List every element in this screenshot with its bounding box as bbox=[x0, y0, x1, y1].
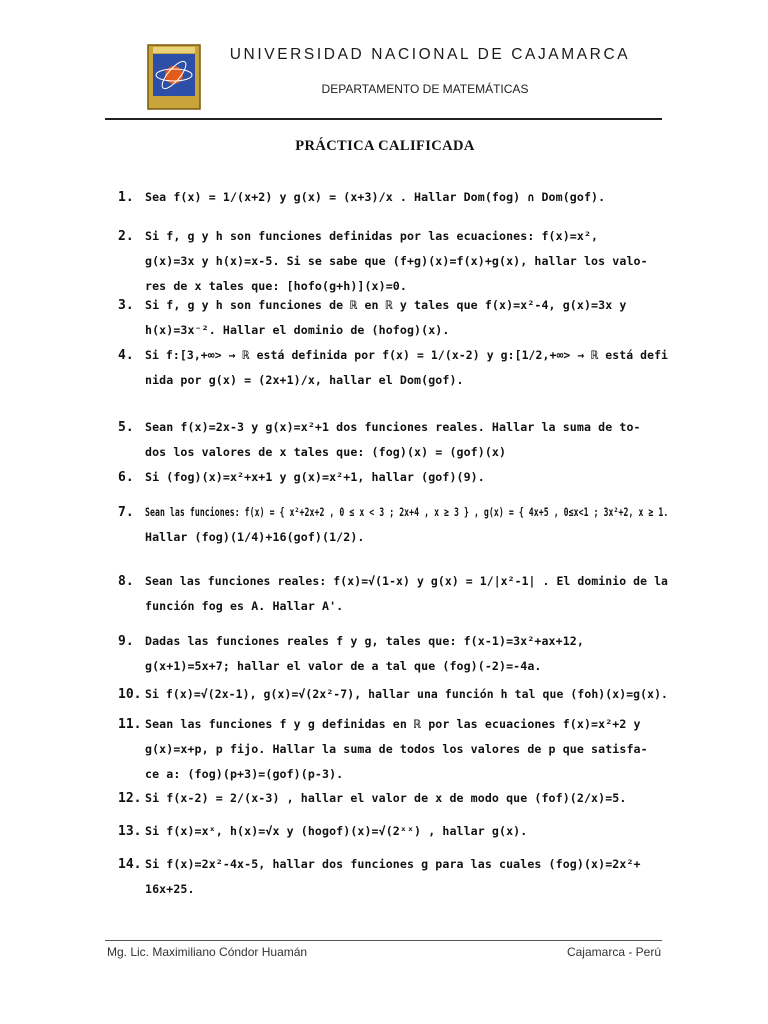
problem-text-line: Si f(x-2) = 2/(x-3) , hallar el valor de x de modo que (fof)(2/x)=5. bbox=[145, 791, 627, 805]
problem-number: 5. bbox=[118, 420, 134, 435]
problem-text-line: función fog es A. Hallar A'. bbox=[145, 599, 344, 613]
problem-text-line: g(x)=3x y h(x)=x-5. Si se sabe que (f+g)(x)=f(x)+g(x), hallar los valo- bbox=[145, 254, 648, 268]
department-name: DEPARTAMENTO DE MATEMÁTICAS bbox=[321, 82, 529, 96]
problem-text-line: g(x+1)=5x+7; hallar el valor de a tal que (fog)(-2)=-4a. bbox=[145, 659, 542, 673]
problem-text-line: Hallar (fog)(1/4)+16(gof)(1/2). bbox=[145, 530, 365, 544]
problem-number: 4. bbox=[118, 348, 134, 363]
problem-text-line: dos los valores de x tales que: (fog)(x) = (gof)(x) bbox=[145, 445, 507, 459]
problem-text-line: Sean f(x)=2x-3 y g(x)=x²+1 dos funciones reales. Hallar la suma de to- bbox=[145, 420, 641, 434]
problem-text-line: Si f:[3,+∞> → ℝ está definida por f(x) = 1/(x-2) y g:[1/2,+∞> → ℝ está defi bbox=[145, 348, 669, 362]
problem-text-line: Sea f(x) = 1/(x+2) y g(x) = (x+3)/x . Hallar Dom(fog) ∩ Dom(gof). bbox=[145, 190, 606, 204]
problem-text-line: h(x)=3x⁻². Hallar el dominio de (hofog)(x). bbox=[145, 323, 450, 337]
problem-number: 10. bbox=[118, 687, 142, 702]
problem-number: 3. bbox=[118, 298, 134, 313]
problem-number: 11. bbox=[118, 717, 142, 732]
problem-number: 7. bbox=[118, 505, 134, 520]
footer-place: Cajamarca - Perú bbox=[566, 945, 661, 959]
problem-number: 14. bbox=[118, 857, 142, 872]
problem-text-line: 16x+25. bbox=[145, 882, 195, 896]
footer-divider bbox=[105, 940, 662, 941]
problem-text-line: ce a: (fog)(p+3)=(gof)(p-3). bbox=[145, 767, 344, 781]
problem-number: 13. bbox=[118, 824, 142, 839]
problem-text-line: Dadas las funciones reales f y g, tales que: f(x-1)=3x²+ax+12, bbox=[145, 634, 584, 648]
problem-number: 9. bbox=[118, 634, 134, 649]
problem-text-line: Sean las funciones: f(x) = { x²+2x+2 , 0 ≤ x < 3 ; 2x+4 , x ≥ 3 } , g(x) = { 4x+5 , 0≤x<1 ; 3x²+2, x ≥ 1. bbox=[145, 505, 669, 519]
problem-text-line: Si f(x)=√(2x-1), g(x)=√(2x²-7), hallar una función h tal que (foh)(x)=g(x). bbox=[145, 687, 669, 701]
problem-text-line: Si f(x)=2x²-4x-5, hallar dos funciones g para las cuales (fog)(x)=2x²+ bbox=[145, 857, 641, 871]
footer-author: Mg. Lic. Maximiliano Cóndor Huamán bbox=[107, 945, 308, 959]
problem-text-line: Si f, g y h son funciones de ℝ en ℝ y tales que f(x)=x²-4, g(x)=3x y bbox=[145, 298, 627, 312]
problem-text-line: Sean las funciones f y g definidas en ℝ por las ecuaciones f(x)=x²+2 y bbox=[145, 717, 641, 731]
problem-text-line: res de x tales que: [hofo(g+h)](x)=0. bbox=[145, 279, 407, 293]
university-name: UNIVERSIDAD NACIONAL DE CAJAMARCA bbox=[229, 46, 631, 63]
problem-number: 2. bbox=[118, 229, 134, 244]
problem-text-line: Si f(x)=xˣ, h(x)=√x y (hogof)(x)=√(2ˣˣ) , hallar g(x). bbox=[145, 824, 528, 838]
problem-text-line: Si (fog)(x)=x²+x+1 y g(x)=x²+1, hallar (gof)(9). bbox=[145, 470, 485, 484]
problem-number: 6. bbox=[118, 470, 134, 485]
problem-text-line: g(x)=x+p, p fijo. Hallar la suma de todos los valores de p que satisfa- bbox=[145, 742, 648, 756]
problem-text-line: Si f, g y h son funciones definidas por las ecuaciones: f(x)=x², bbox=[145, 229, 599, 243]
page-title: PRÁCTICA CALIFICADA bbox=[295, 138, 475, 154]
problem-text-line: Sean las funciones reales: f(x)=√(1-x) y g(x) = 1/|x²-1| . El dominio de la bbox=[145, 574, 669, 588]
problem-text-line: nida por g(x) = (2x+1)/x, hallar el Dom(gof). bbox=[145, 373, 464, 387]
problem-number: 8. bbox=[118, 574, 134, 589]
problem-number: 1. bbox=[118, 190, 134, 205]
problem-number: 12. bbox=[118, 791, 142, 806]
